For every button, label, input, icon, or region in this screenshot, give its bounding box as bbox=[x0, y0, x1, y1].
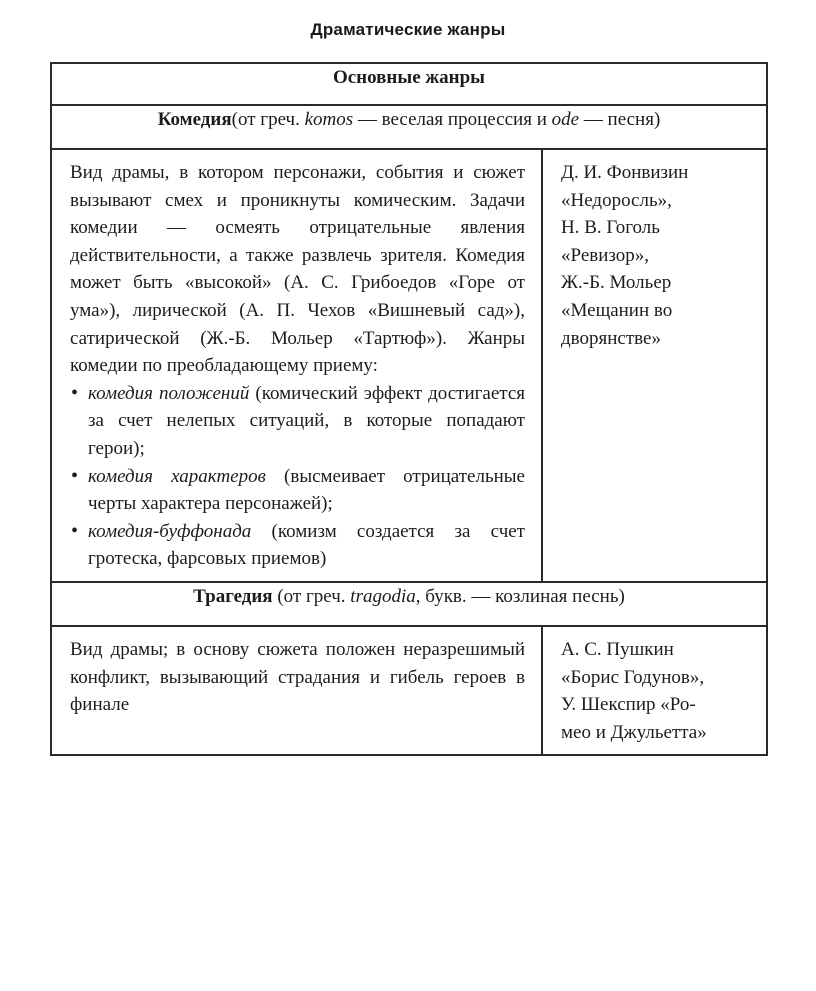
comedy-type-item bbox=[70, 463, 525, 518]
comedy-type-name: комедия положений bbox=[88, 382, 250, 404]
comedy-type-item bbox=[70, 518, 525, 573]
comedy-type-text: (комизм создается за счет гротеска, фарсовых приемов) bbox=[88, 520, 525, 570]
comedy-heading bbox=[51, 105, 767, 149]
comedy-work-line: Ж.-Б. Мольер bbox=[561, 272, 672, 294]
tragedy-term-tragodia: tragodia bbox=[350, 585, 416, 607]
comedy-work-line: «Ревизор», bbox=[561, 244, 650, 266]
tragedy-heading-row bbox=[51, 582, 767, 626]
comedy-etym-c: — песня) bbox=[579, 109, 661, 130]
comedy-type-name: комедия-буффонада bbox=[88, 520, 252, 542]
comedy-etym-a: (от греч. bbox=[231, 109, 305, 130]
comedy-work-line: Н. В. Гоголь bbox=[561, 217, 660, 239]
genres-table bbox=[50, 62, 768, 756]
comedy-types-list bbox=[70, 380, 525, 573]
tragedy-content-row bbox=[51, 626, 767, 755]
comedy-heading-row bbox=[51, 105, 767, 149]
tragedy-etym-b: , букв. — козлиная песнь) bbox=[415, 585, 625, 607]
tragedy-heading bbox=[51, 582, 767, 626]
comedy-etym-b: — веселая процессия и bbox=[353, 109, 552, 130]
tragedy-description: Вид драмы; в основу сюжета положен неразрешимый конфликт, вызывающий страдания и гибель героев в финале bbox=[70, 638, 525, 716]
comedy-works-cell bbox=[542, 149, 767, 582]
comedy-name: Комедия bbox=[157, 109, 232, 130]
comedy-content-row bbox=[51, 149, 767, 582]
tragedy-work-line: У. Шекспир «Ро- bbox=[561, 694, 696, 716]
comedy-type-item bbox=[70, 380, 525, 463]
comedy-type-text: (комический эффект достигается за счет нелепых ситуаций, в которые попадают герои); bbox=[88, 382, 525, 459]
tragedy-etym-a: (от греч. bbox=[272, 585, 351, 607]
tragedy-name: Трагедия bbox=[193, 585, 273, 607]
comedy-work-line: «Мещанин во bbox=[561, 299, 673, 321]
comedy-description: Вид драмы, в котором персонажи, события и сюжет вызывают смех и проникнуты комическим. Задачи комедии — осмеять отрицательные явления действительности, а также развлечь зрителя. Комедия может быть «высокой» (А. С. Грибоедов «Горе от ума»), лирической (А. П. Чехов «Вишневый сад»), сатирической (Ж.-Б. Мольер «Тартюф»). Жанры комедии по преобладающему приему: bbox=[70, 162, 525, 377]
tragedy-work-line: «Борис Годунов», bbox=[561, 666, 705, 688]
tragedy-work-line: мео и Джульетта» bbox=[561, 721, 707, 743]
comedy-work-line: «Недоросль», bbox=[561, 189, 672, 211]
table-header-row bbox=[51, 63, 767, 105]
tragedy-work-line: А. С. Пушкин bbox=[561, 638, 674, 660]
comedy-description-cell bbox=[51, 149, 542, 582]
page-title: Драматические жанры bbox=[310, 20, 506, 39]
comedy-work-line: дворянстве» bbox=[561, 327, 661, 349]
comedy-work-line: Д. И. Фонвизин bbox=[561, 162, 689, 183]
comedy-term-komos: komos bbox=[304, 109, 354, 130]
table-header: Основные жанры bbox=[51, 63, 767, 105]
comedy-type-name: комедия характеров bbox=[88, 465, 266, 487]
tragedy-works-cell bbox=[542, 626, 767, 755]
comedy-term-ode: ode bbox=[551, 109, 580, 130]
comedy-type-text: (высмеивает отрицательные черты характера персонажей); bbox=[88, 465, 525, 515]
tragedy-description-cell bbox=[51, 626, 542, 755]
